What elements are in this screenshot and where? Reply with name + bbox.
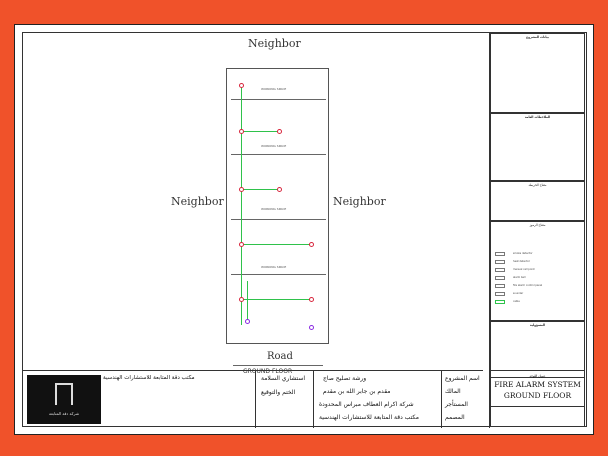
room-divider <box>231 154 326 155</box>
right-info-panel <box>489 33 585 428</box>
legend-row <box>493 284 583 288</box>
key-plan-title: مفتاح الخريطة <box>528 183 547 187</box>
room-divider <box>231 219 326 220</box>
legend-label: cable <box>513 300 520 303</box>
alarm-bell-icon <box>245 319 250 324</box>
alarm-cable <box>241 85 242 325</box>
logo-mark-icon <box>55 383 73 405</box>
neighbor-top-label: Neighbor <box>248 37 301 50</box>
legend-symbol <box>495 284 505 288</box>
drawing-title-box <box>490 370 585 427</box>
owner-label: المالك <box>445 388 461 395</box>
room-label: WORKING SPACE <box>261 144 287 148</box>
legend-symbol <box>495 292 505 296</box>
approval-title: المسؤولية <box>529 323 546 327</box>
legend-row <box>493 292 583 296</box>
alarm-cable <box>241 189 279 190</box>
smoke-detector-icon <box>277 187 282 192</box>
neighbor-right-label: Neighbor <box>333 195 386 208</box>
smoke-detector-icon <box>239 129 244 134</box>
room-label: WORKING SPACE <box>261 207 287 211</box>
tb-divider <box>255 371 256 428</box>
smoke-detector-icon <box>309 297 314 302</box>
legend-symbol <box>495 276 505 280</box>
floor-plan <box>226 68 329 344</box>
office-name: مكتب دقة المتابعة للاستشارات الهندسية <box>103 375 195 381</box>
drawing-area <box>23 33 483 375</box>
drawing-subtitle: GROUND FLOOR <box>503 391 572 400</box>
drawing-title: FIRE ALARM SYSTEM <box>494 380 581 389</box>
notes-title: الملاحظات العامة <box>524 115 551 119</box>
tb-divider <box>313 371 314 428</box>
drawing-name-label: عنوان اللوحة <box>529 374 546 378</box>
legend-title: مفتاح الرموز <box>529 223 546 227</box>
legend-label: manual call point <box>513 268 535 271</box>
smoke-detector-icon <box>239 187 244 192</box>
alarm-cable <box>247 281 248 321</box>
legend-row <box>493 300 583 304</box>
legend-label: sounder <box>513 292 524 295</box>
road-label: Road <box>267 351 293 362</box>
alarm-cable <box>241 131 279 132</box>
designer-value: مكتب دقة المتابعة للاستشارات الهندسية <box>319 414 419 421</box>
legend-label: smoke detector <box>513 252 533 255</box>
legend-label: alarm bell <box>513 276 526 279</box>
legend-row <box>493 260 583 264</box>
room-label: WORKING SPACE <box>261 87 287 91</box>
designer-label: المصمم <box>445 414 465 421</box>
smoke-detector-icon <box>239 297 244 302</box>
project-label: اسم المشروع <box>445 375 480 382</box>
stamp-label: الختم والتوقيع <box>261 389 296 396</box>
legend-row <box>493 276 583 280</box>
neighbor-left-label: Neighbor <box>171 195 224 208</box>
legend-row <box>493 268 583 272</box>
legend-box <box>490 221 585 321</box>
general-notes-box <box>490 113 585 181</box>
legend-row <box>493 252 583 256</box>
road-line <box>233 365 323 366</box>
legend-symbol <box>495 252 505 256</box>
room-divider <box>231 99 326 100</box>
safety-consultant-label: استشاري السلامة <box>261 375 306 382</box>
drawing-sheet <box>14 24 594 435</box>
project-info-box <box>490 33 585 113</box>
legend-symbol <box>495 300 505 304</box>
room-label: WORKING SPACE <box>261 265 287 269</box>
legend-symbol <box>495 268 505 272</box>
legend-label: heat detector <box>513 260 530 263</box>
title-divider <box>491 406 584 407</box>
title-block <box>23 370 483 428</box>
legend-label: fire alarm control panel <box>513 284 543 287</box>
room-divider <box>231 274 326 275</box>
tenant-value: شركة اكرام العطاف مبراس المحدودة <box>319 401 414 408</box>
smoke-detector-icon <box>239 83 244 88</box>
floor-caption: GROUND FLOOR <box>243 368 293 375</box>
project-value: ورشة تصليح صاج <box>323 375 367 382</box>
alarm-cable <box>241 299 311 300</box>
tenant-label: المستأجر <box>445 401 468 408</box>
project-info-title: بيانات المشروع <box>526 35 549 39</box>
logo-text: شركة دقة المتابعة <box>48 411 80 416</box>
smoke-detector-icon <box>239 242 244 247</box>
key-plan-box <box>490 181 585 221</box>
owner-value: مقدم بن جابر الله بن مقدم <box>323 388 391 395</box>
legend-symbol <box>495 260 505 264</box>
company-logo <box>27 375 101 424</box>
smoke-detector-icon <box>309 242 314 247</box>
alarm-cable <box>241 244 311 245</box>
smoke-detector-icon <box>277 129 282 134</box>
manual-call-point-icon <box>309 325 314 330</box>
tb-divider <box>441 371 442 428</box>
